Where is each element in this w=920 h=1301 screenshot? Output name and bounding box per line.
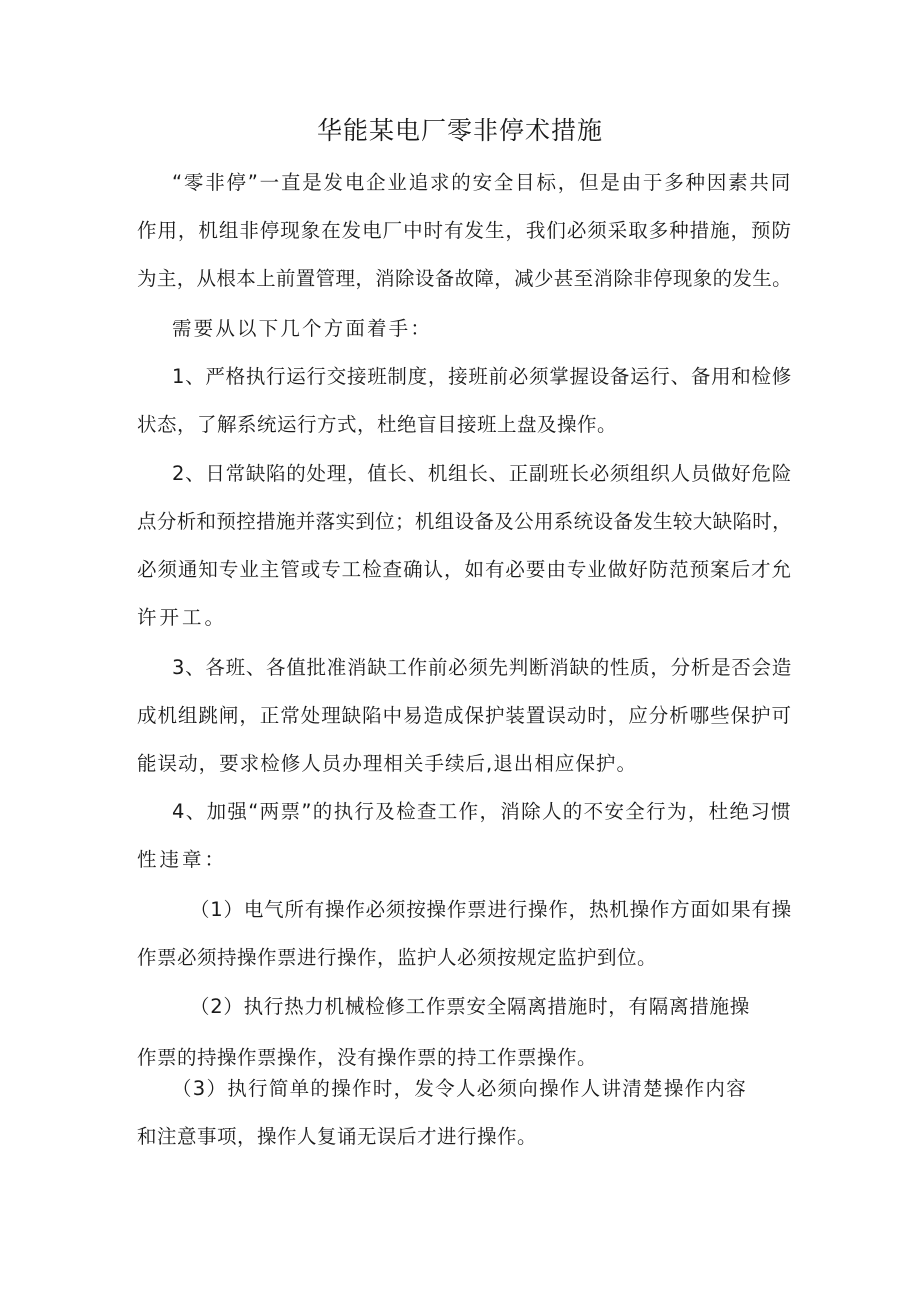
paragraph-line: 2、日常缺陷的处理，值长、机组长、正副班长必须组织人员做好危险 bbox=[172, 462, 792, 485]
paragraph-line: 成机组跳闸，正常处理缺陷中易造成保护装置误动时，应分析哪些保护可 bbox=[137, 704, 792, 727]
paragraph-line: “零非停”一直是发电企业追求的安全目标，但是由于多种因素共同 bbox=[172, 171, 792, 194]
paragraph-line: 4、加强“两票”的执行及检查工作，消除人的不安全行为，杜绝习惯 bbox=[172, 800, 792, 823]
paragraph-line: 许开工。 bbox=[137, 606, 227, 629]
paragraph-line: 必须通知专业主管或专工检查确认，如有必要由专业做好防范预案后才允 bbox=[137, 558, 792, 581]
paragraph-line: 能误动，要求检修人员办理相关手续后,退出相应保护。 bbox=[137, 752, 637, 775]
paragraph-line: （2）执行热力机械检修工作票安全隔离措施时，有隔离措施操 bbox=[190, 995, 750, 1018]
paragraph-line: 作票必须持操作票进行操作，监护人必须按规定监护到位。 bbox=[137, 946, 657, 969]
paragraph-line: 作票的持操作票操作，没有操作票的持工作票操作。 bbox=[137, 1046, 597, 1069]
paragraph-line: （1）电气所有操作必须按操作票进行操作，热机操作方面如果有操 bbox=[190, 898, 792, 921]
paragraph-line: 状态，了解系统运行方式，杜绝盲目接班上盘及操作。 bbox=[137, 413, 617, 436]
paragraph-line: （3）执行简单的操作时，发令人必须向操作人讲清楚操作内容 bbox=[172, 1077, 747, 1100]
paragraph-line: 3、各班、各值批准消缺工作前必须先判断消缺的性质，分析是否会造 bbox=[172, 656, 792, 679]
paragraph-line: 性违章： bbox=[137, 848, 227, 871]
paragraph-line: 点分析和预控措施并落实到位；机组设备及公用系统设备发生较大缺陷时， bbox=[137, 510, 792, 533]
paragraph-line: 1、严格执行运行交接班制度，接班前必须掌握设备运行、备用和检修 bbox=[172, 365, 792, 388]
document-title: 华能某电厂零非停术措施 bbox=[316, 116, 603, 145]
paragraph-line: 需要从以下几个方面着手： bbox=[172, 317, 432, 340]
paragraph-line: 和注意事项，操作人复诵无误后才进行操作。 bbox=[137, 1125, 537, 1148]
paragraph-line: 为主，从根本上前置管理，消除设备故障，减少甚至消除非停现象的发生。 bbox=[137, 267, 792, 290]
paragraph-line: 作用，机组非停现象在发电厂中时有发生，我们必须采取多种措施，预防 bbox=[137, 219, 792, 242]
